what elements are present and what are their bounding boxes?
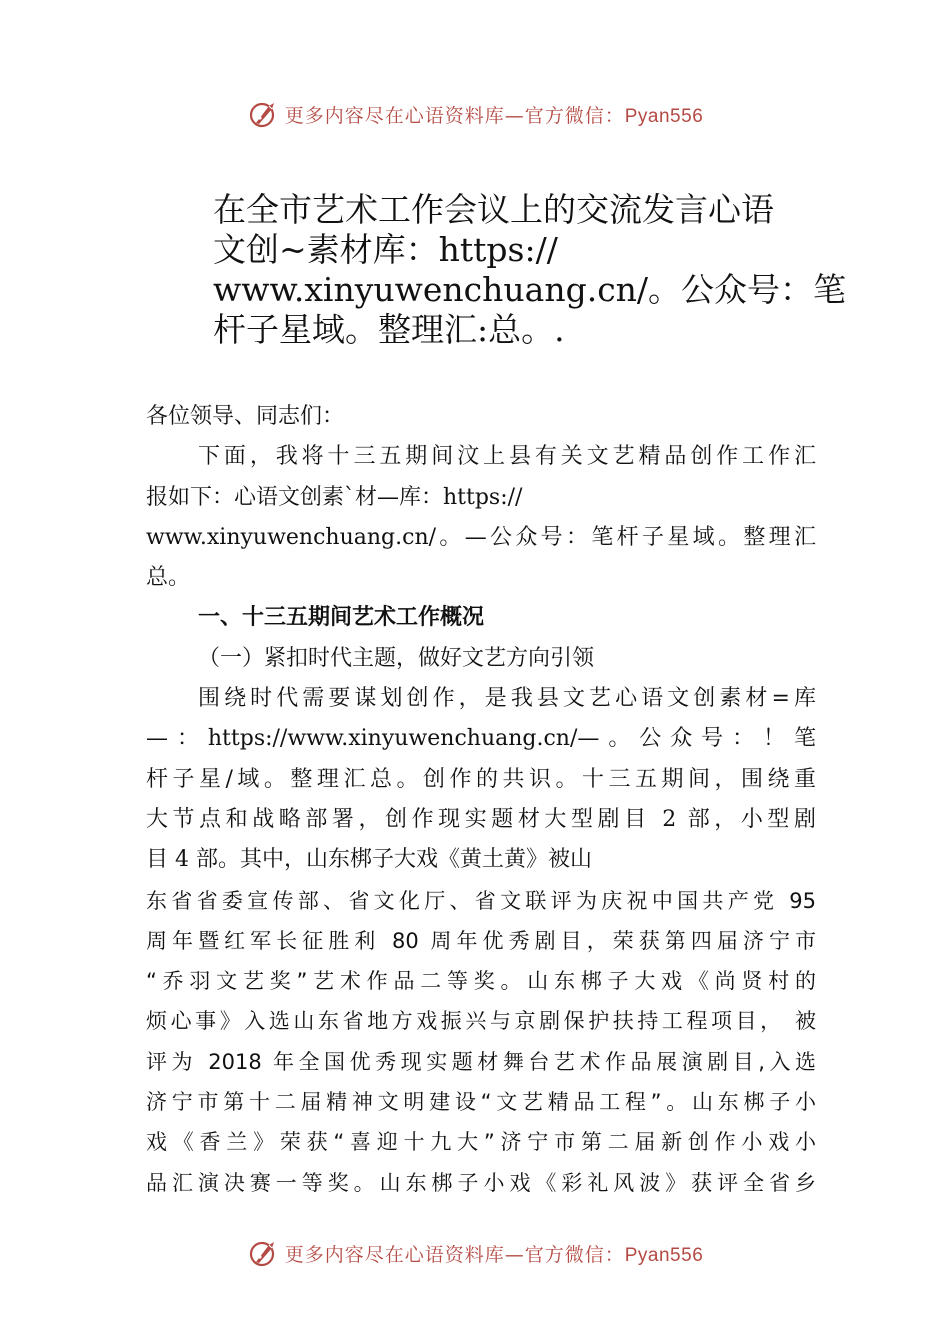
- watermark-banner-top: [0, 94, 950, 134]
- wechat-id: Pyan556: [624, 105, 704, 127]
- paragraph-line: 报如下：心语文创素`材—库：https://: [146, 484, 523, 510]
- paragraph-line: 东省省委宣传部、省文化厅、省文联评为庆祝中国共产党 95: [146, 888, 816, 913]
- wechat-id: Pyan556: [624, 1244, 704, 1266]
- title-line: 文创~素材库：https://: [213, 230, 558, 269]
- paragraph-line: 目 4 部。其中，山东梆子大戏《黄土黄》被山: [146, 847, 592, 873]
- section-heading: 一、十三五期间艺术工作概况: [198, 605, 485, 631]
- title-line: 在全市艺术工作会议上的交流发言心语: [213, 190, 774, 229]
- title-line: www.xinyuwenchuang.cn/。公众号：笔: [213, 270, 847, 309]
- paragraph-line: 杆子星/域。整理汇总。创作的共识。十三五期间，围绕重: [146, 766, 816, 792]
- document-title: [213, 190, 847, 350]
- title-line: 杆子星域。整理汇:总。.: [213, 310, 565, 349]
- subsection-heading: （一）紧扣时代主题，做好文艺方向引领: [198, 645, 595, 671]
- watermark-text: 更多内容尽在心语资料库—官方微信：Pyan556: [284, 104, 704, 127]
- paragraph-line: www.xinyuwenchuang.cn/。—公众号：笔杆子星域。整理汇: [146, 524, 816, 550]
- paragraph-line: 总。: [146, 565, 191, 591]
- paragraph-line: “乔羽文艺奖”艺术作品二等奖。山东梆子大戏《尚贤村的: [146, 969, 816, 994]
- watermark-banner-bottom: [0, 1233, 950, 1273]
- paragraph-line: 下面，我将十三五期间汶上县有关文艺精品创作工作汇: [198, 444, 816, 470]
- paragraph-line: 戏《香兰》荣获“喜迎十九大”济宁市第二届新创作小戏小: [146, 1130, 816, 1155]
- salutation: 各位领导、同志们：: [146, 404, 345, 429]
- document-body: [146, 397, 816, 1203]
- paragraph-line: —：https://www.xinyuwenchuang.cn/—。公众号：！笔: [146, 726, 816, 752]
- paragraph-line: 品汇演决赛一等奖。山东梆子小戏《彩礼风波》获评全省乡: [146, 1170, 816, 1195]
- paragraph-line: 大节点和战略部署，创作现实题材大型剧目 2 部，小型剧: [146, 806, 816, 832]
- paragraph-line: 周年暨红军长征胜利 80 周年优秀剧目，荣获第四届济宁市: [146, 928, 816, 953]
- pen-nib-logo-icon: [247, 1236, 281, 1270]
- paragraph-line: 围绕时代需要谋划创作，是我县文艺心语文创素材=库: [198, 686, 816, 712]
- pen-nib-logo-icon: [247, 97, 281, 131]
- paragraph-line: 评为 2018 年全国优秀现实题材舞台艺术作品展演剧目,入选: [146, 1049, 816, 1074]
- paragraph-line: 济宁市第十二届精神文明建设“文艺精品工程”。山东梆子小: [146, 1090, 816, 1115]
- watermark-text: 更多内容尽在心语资料库—官方微信：Pyan556: [284, 1243, 704, 1266]
- paragraph-line: 烦心事》入选山东省地方戏振兴与京剧保护扶持工程项目， 被: [146, 1009, 816, 1034]
